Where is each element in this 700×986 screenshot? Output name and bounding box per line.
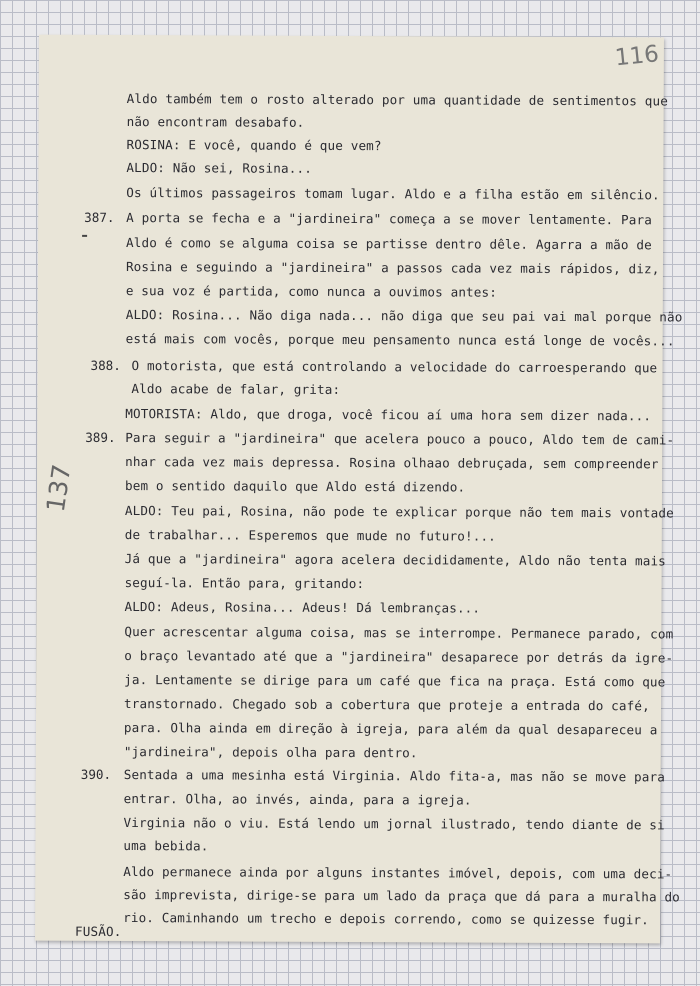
script-line: Os últimos passageiros tomam lugar. Aldo e a filha estão em silêncio.	[126, 185, 660, 203]
script-line: para. Olha ainda em direção à igreja, para além da qual desapareceu a	[123, 720, 658, 738]
margin-handwritten-number: 137	[40, 462, 77, 514]
script-line: Quer acrescentar alguma coisa, mas se interrompe. Permanece parado, com	[124, 624, 674, 642]
script-line: uma bebida.	[123, 838, 209, 854]
script-line: ALDO: Rosina... Não diga nada... não diga que seu pai vai mal porque não	[125, 307, 683, 325]
script-line: Sentada a uma mesinha está Virginia. Aldo fita-a, mas não se move para	[123, 767, 666, 785]
script-line: MOTORISTA: Aldo, que droga, você ficou aí uma hora sem dizer nada...	[125, 406, 652, 424]
scene-number-389: 389.	[85, 429, 116, 445]
script-line: ALDO: Teu pai, Rosina, não pode te explicar porque não tem mais vontade	[124, 503, 674, 521]
script-line: "jardineira", depois olha para dentro.	[123, 744, 418, 761]
script-line: transtornado. Chegado sob a cobertura que proteje a entrada do café,	[124, 696, 650, 714]
script-line: Para seguir a "jardineira" que acelera pouco a pouco, Aldo tem de cami-	[125, 430, 675, 448]
script-line: Rosina e seguindo a "jardineira" a passos cada vez mais rápidos, diz,	[125, 259, 660, 277]
scene-number-388: 388.	[90, 357, 121, 374]
script-line: não encontram desabafo.	[126, 114, 305, 130]
handwritten-page-number: 116	[613, 41, 660, 72]
script-line: de trabalhar... Esperemos que mude no futuro!...	[124, 527, 496, 544]
script-line: ALDO: Adeus, Rosina... Adeus! Dá lembranças...	[124, 599, 481, 616]
script-line: rio. Caminhando um trecho e depois correndo, como se quizesse fugir.	[123, 910, 649, 928]
transition-fusao: FUSÃO.	[75, 923, 122, 940]
scene-number-387: 387.	[84, 209, 115, 225]
script-line: ALDO: Não sei, Rosina...	[126, 160, 313, 176]
script-line: Aldo é como se alguma coisa se partisse dentro dêle. Agarra a mão de	[126, 235, 652, 253]
script-line: O motorista, que está controlando a velocidade do carroesperando que	[131, 358, 658, 376]
margin-dash-mark	[82, 235, 87, 237]
script-line: está mais com vocês, porque meu pensamento nunca está longe de vocês...	[125, 331, 675, 349]
script-line: Aldo permanece ainda por alguns instantes imóvel, depois, com uma deci-	[123, 864, 673, 882]
scene-number-390: 390.	[80, 766, 112, 782]
script-line: são imprevista, dirige-se para um lado da praça que dá para a muralha do	[123, 887, 680, 905]
typewritten-page	[35, 35, 683, 944]
script-line: seguí-la. Então para, gritando:	[124, 575, 365, 592]
script-line: ROSINA: E você, quando é que vem?	[126, 137, 382, 154]
script-line: bem o sentido daquilo que Aldo está dizendo.	[124, 478, 466, 495]
script-line: nhar cada vez mais depressa. Rosina olhaao debruçada, sem compreender	[125, 454, 659, 472]
script-line: ja. Lentamente se dirige para um café que fica na praça. Está como que	[124, 672, 666, 690]
script-line: o braço levantado até que a "jardineira" desaparece por detrás da igre-	[124, 648, 674, 666]
script-line: entrar. Olha, ao invés, ainda, para a igreja.	[123, 791, 472, 808]
script-line: Aldo também tem o rosto alterado por uma quantidade de sentimentos que	[126, 91, 668, 109]
script-line: Virginia não o viu. Está lendo um jornal ilustrado, tendo diante de si	[123, 815, 665, 833]
script-line: A porta se fecha e a "jardineira" começa a se mover lentamente. Para	[126, 210, 652, 228]
script-line: Aldo acabe de falar, grita:	[131, 381, 341, 397]
script-line: e sua voz é partida, como nunca a ouvimos antes:	[125, 283, 498, 300]
script-line: Já que a "jardineira" agora acelera decididamente, Aldo não tenta mais	[124, 551, 666, 569]
